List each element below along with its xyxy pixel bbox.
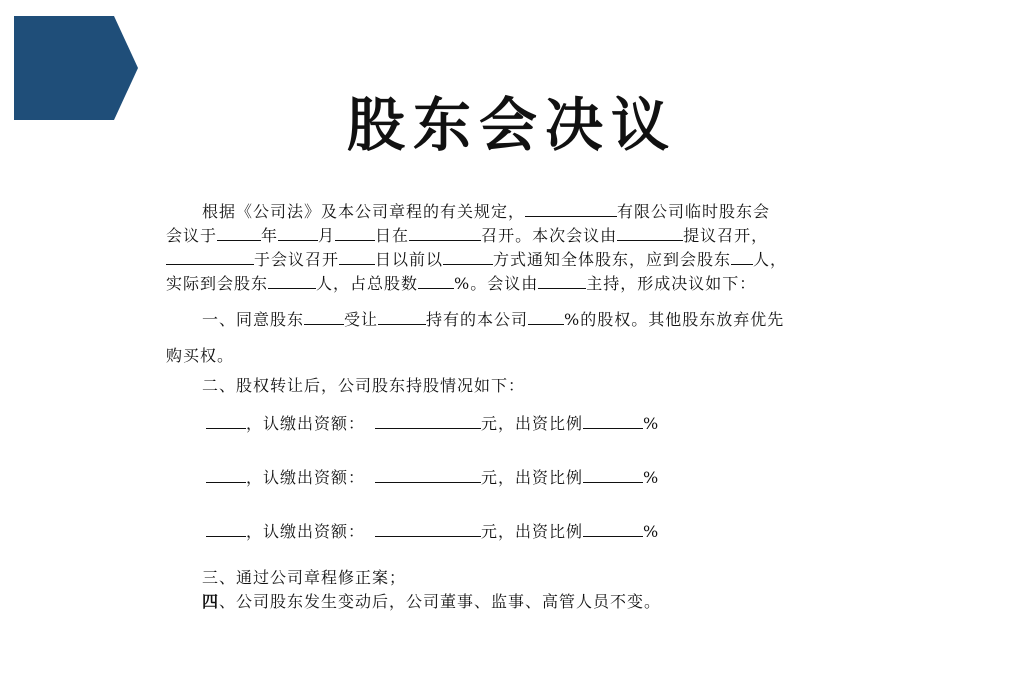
- text: 四: [202, 592, 220, 611]
- blank-location: [409, 224, 481, 241]
- item-1-line-1: [166, 308, 866, 332]
- paragraph-line-2: [166, 224, 866, 248]
- blank-day: [335, 224, 375, 241]
- text: 受让: [344, 310, 379, 329]
- document-title: 股东会决议: [346, 91, 677, 159]
- text: 主持，形成决议如下：: [586, 274, 757, 293]
- text: 根据《公司法》及本公司章程的有关规定，: [202, 202, 526, 221]
- text: 二、股权转让后，公司股东持股情况如下：: [202, 376, 526, 395]
- text: 、公司股东发生变动后，公司董事、监事、高管人员不变。: [219, 592, 662, 611]
- paragraph-line-3: [166, 248, 866, 272]
- blank-transferor: [378, 308, 426, 325]
- blank-amount: [375, 412, 481, 429]
- blank-days: [339, 248, 375, 265]
- blank-year: [217, 224, 261, 241]
- blank-shareholder-name: [206, 466, 246, 483]
- shareholder-rows: [166, 412, 866, 544]
- item-3: [166, 566, 866, 590]
- text: 一、同意股东: [202, 310, 305, 329]
- blank-amount: [375, 466, 481, 483]
- blank-expected-count: [731, 248, 753, 265]
- text: %: [643, 522, 660, 541]
- blank-amount: [375, 520, 481, 537]
- paragraph-line-1: [166, 200, 866, 224]
- text: 日在: [375, 226, 410, 245]
- blank-actual-count: [268, 272, 316, 289]
- text: 三、通过公司章程修正案；: [202, 568, 407, 587]
- blank-shareholder-name: [206, 520, 246, 537]
- shareholder-row: [166, 412, 866, 436]
- text: 召开。本次会议由: [481, 226, 618, 245]
- item-2: [166, 374, 866, 398]
- text: ，认缴出资额：: [246, 414, 366, 433]
- blank-notice-method: [443, 248, 493, 265]
- text: %的股权。其他股东放弃优先: [564, 310, 785, 329]
- blank-ratio: [583, 412, 643, 429]
- blank-company-name: [525, 200, 617, 217]
- text: 购买权。: [166, 346, 235, 365]
- text: 提议召开，: [683, 226, 769, 245]
- text: 会议于: [166, 226, 218, 245]
- blank-month: [278, 224, 318, 241]
- blank-transferee: [304, 308, 344, 325]
- blank-share-percent: [418, 272, 454, 289]
- blank-ratio: [583, 520, 643, 537]
- paragraph-line-4: [166, 272, 866, 296]
- item-1-line-2: [166, 344, 866, 368]
- text: 持有的本公司: [426, 310, 529, 329]
- blank-host: [538, 272, 586, 289]
- text: 实际到会股东: [166, 274, 269, 293]
- text: 月: [318, 226, 336, 245]
- text: 人，占总股数: [316, 274, 419, 293]
- text: %: [643, 414, 660, 433]
- text: 元，出资比例: [481, 414, 584, 433]
- document-body: [166, 200, 866, 614]
- text: ，认缴出资额：: [246, 468, 366, 487]
- text: 于会议召开: [254, 250, 340, 269]
- blank-ratio: [583, 466, 643, 483]
- blank-proposer: [617, 224, 683, 241]
- shareholder-row: [166, 466, 866, 490]
- blank-notice-date: [166, 248, 254, 265]
- text: %。会议由: [454, 274, 539, 293]
- blank-equity-percent: [528, 308, 564, 325]
- text: 元，出资比例: [481, 468, 584, 487]
- text: 方式通知全体股东，应到会股东: [493, 250, 732, 269]
- text: 元，出资比例: [481, 522, 584, 541]
- blank-shareholder-name: [206, 412, 246, 429]
- text: 人，: [753, 250, 788, 269]
- item-4: [166, 590, 866, 614]
- text: 年: [261, 226, 279, 245]
- text: ，认缴出资额：: [246, 522, 366, 541]
- text: 日以前以: [375, 250, 444, 269]
- text: 有限公司临时股东会: [617, 202, 771, 221]
- shareholder-row: [166, 520, 866, 544]
- text: %: [643, 468, 660, 487]
